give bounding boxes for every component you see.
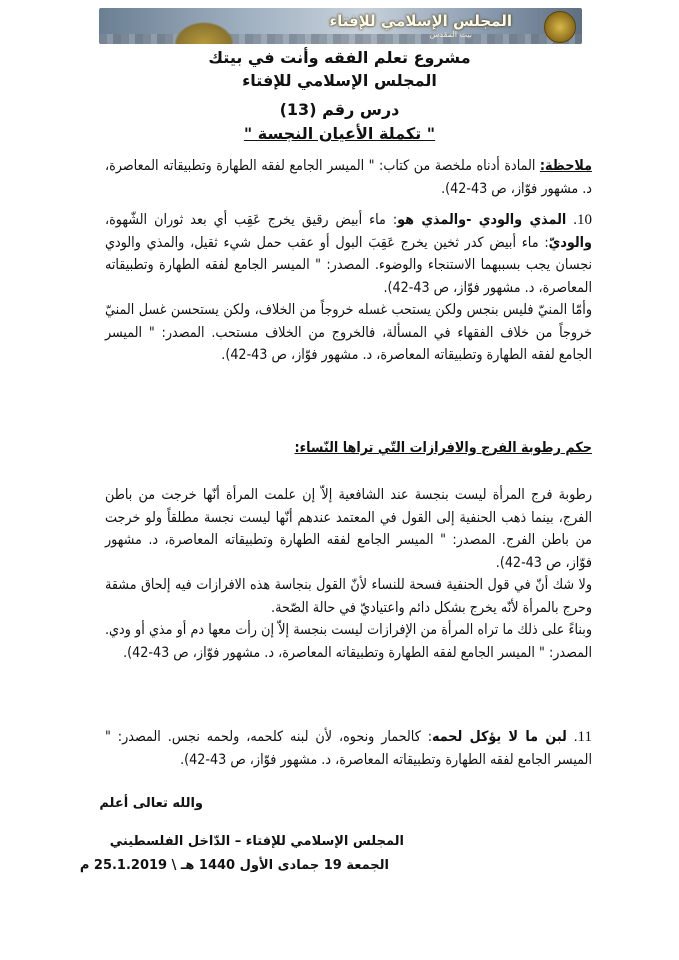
lesson-number: درس رقم (13) (279, 100, 400, 119)
project-title: مشروع تعلم الفقه وأنت في بيتك (208, 48, 471, 67)
council-logo-icon (544, 11, 576, 43)
note-text: المادة أدناه ملخصة من كتاب: " الميسر الجامع لفقه الطهارة وتطبيقاته المعاصرة، د. مشهور فوّاز، ص 43-42). (105, 158, 592, 197)
dome-of-the-rock-image (169, 18, 239, 44)
section-paragraph-2: ولا شك أنّ في قول الحنفية فسحة للنساء لأنّ القول بنجاسة هذه الافرازات فيه إلحاق مشقة وحرج بالمرأة لأنّه يخرج بشكل دائم واعتياديّ في حالة الصّحة. (105, 577, 592, 616)
item-10 (105, 209, 592, 367)
section-body (105, 484, 592, 664)
item-10-mani-paragraph: وأمّا المنيّ فليس بنجس ولكن يستحب غسله خروجاً من الخلاف، ولكن يستحسن غسل المنيّ خروجاً من خلاف الفقهاء في المسألة، فالخروج من الخلاف مستحب. المصدر: " الميسر الجامع لفقه الطهارة وتطبيقاته المعاصرة، د. مشهور فوّاز، ص 43-42). (105, 302, 592, 363)
banner-title: المجلس الإسلامي للإفتاء (329, 12, 512, 30)
item-10-term-madhi: المذي والودي -والمذي هو (397, 212, 567, 228)
item-11-number: 11. (573, 729, 592, 745)
section-paragraph-1: رطوبة فرج المرأة ليست بنجسة عند الشافعية إلاّ إن علمت المرأة أنّها خرجت من باطن الفرج، بينما ذهب الحنفية إلى القول في المعتمد عندهم أنّها ليست نجسة مطلقاً ولو خرجت من باطن الفرج. المصدر: " الميسر الجامع لفقه الطهارة وتطبيقاته المعاصرة، د. مشهور فوّاز، ص 43-42). (105, 487, 592, 571)
lesson-topic: " تكملة الأعيان النجسة " (243, 124, 436, 143)
signature-date: الجمعة 19 جمادى الأول 1440 هـ \ 25.1.2019 م (79, 858, 389, 873)
note-paragraph (105, 155, 592, 200)
banner-subtitle: بيت المقدس (429, 30, 472, 39)
note-label: ملاحظة: (539, 158, 592, 174)
section-heading-text: حكم رطوبة الفرج والافرازات التّي تراها النّساء: (294, 440, 592, 456)
item-10-definition-wadi: : ماء أبيض كدر ثخين يخرج عَقِبَ البول أو عقب حمل شيء ثقيل، والمذي والودي نجسان يجب بسببهما الاستنجاء والوضوء. المصدر: " الميسر الجامع لفقه الطهارة وتطبيقاته المعاصرة، د. مشهور فوّاز، ص 43-42). (105, 234, 592, 296)
signature-council: المجلس الإسلامي للإفتاء – الدّاخل الفلسطيني (109, 834, 404, 849)
item-10-definition-madhi: : ماء أبيض رقيق يخرج عَقِب أي بعد ثوران الشّهوة، (105, 212, 398, 228)
item-10-number: 10. (573, 212, 592, 228)
header-banner (99, 8, 582, 44)
section-paragraph-3: وبناءً على ذلك ما تراه المرأة من الإفرازات ليست بنجسة إلاّ إن رأت معها دم أو مذي أو ودي. المصدر: " الميسر الجامع لفقه الطهارة وتطبيقاته المعاصرة، د. مشهور فوّاز، ص 43-42). (105, 622, 592, 661)
item-10-term-wadi: والوديّ (548, 234, 592, 251)
item-11-text: : كالحمار ونحوه، لأن لبنه كلحمه، ولحمه نجس. المصدر: " الميسر الجامع لفقه الطهارة وتطبيقاته المعاصرة، د. مشهور فوّاز، ص 43-42). (105, 729, 592, 768)
item-11 (105, 726, 592, 771)
item-11-term: لبن ما لا يؤكل لحمه (432, 729, 567, 745)
closing-phrase: والله تعالى أعلم (99, 796, 203, 811)
section-heading (105, 437, 592, 460)
council-name: المجلس الإسلامي للإفتاء (242, 71, 437, 90)
